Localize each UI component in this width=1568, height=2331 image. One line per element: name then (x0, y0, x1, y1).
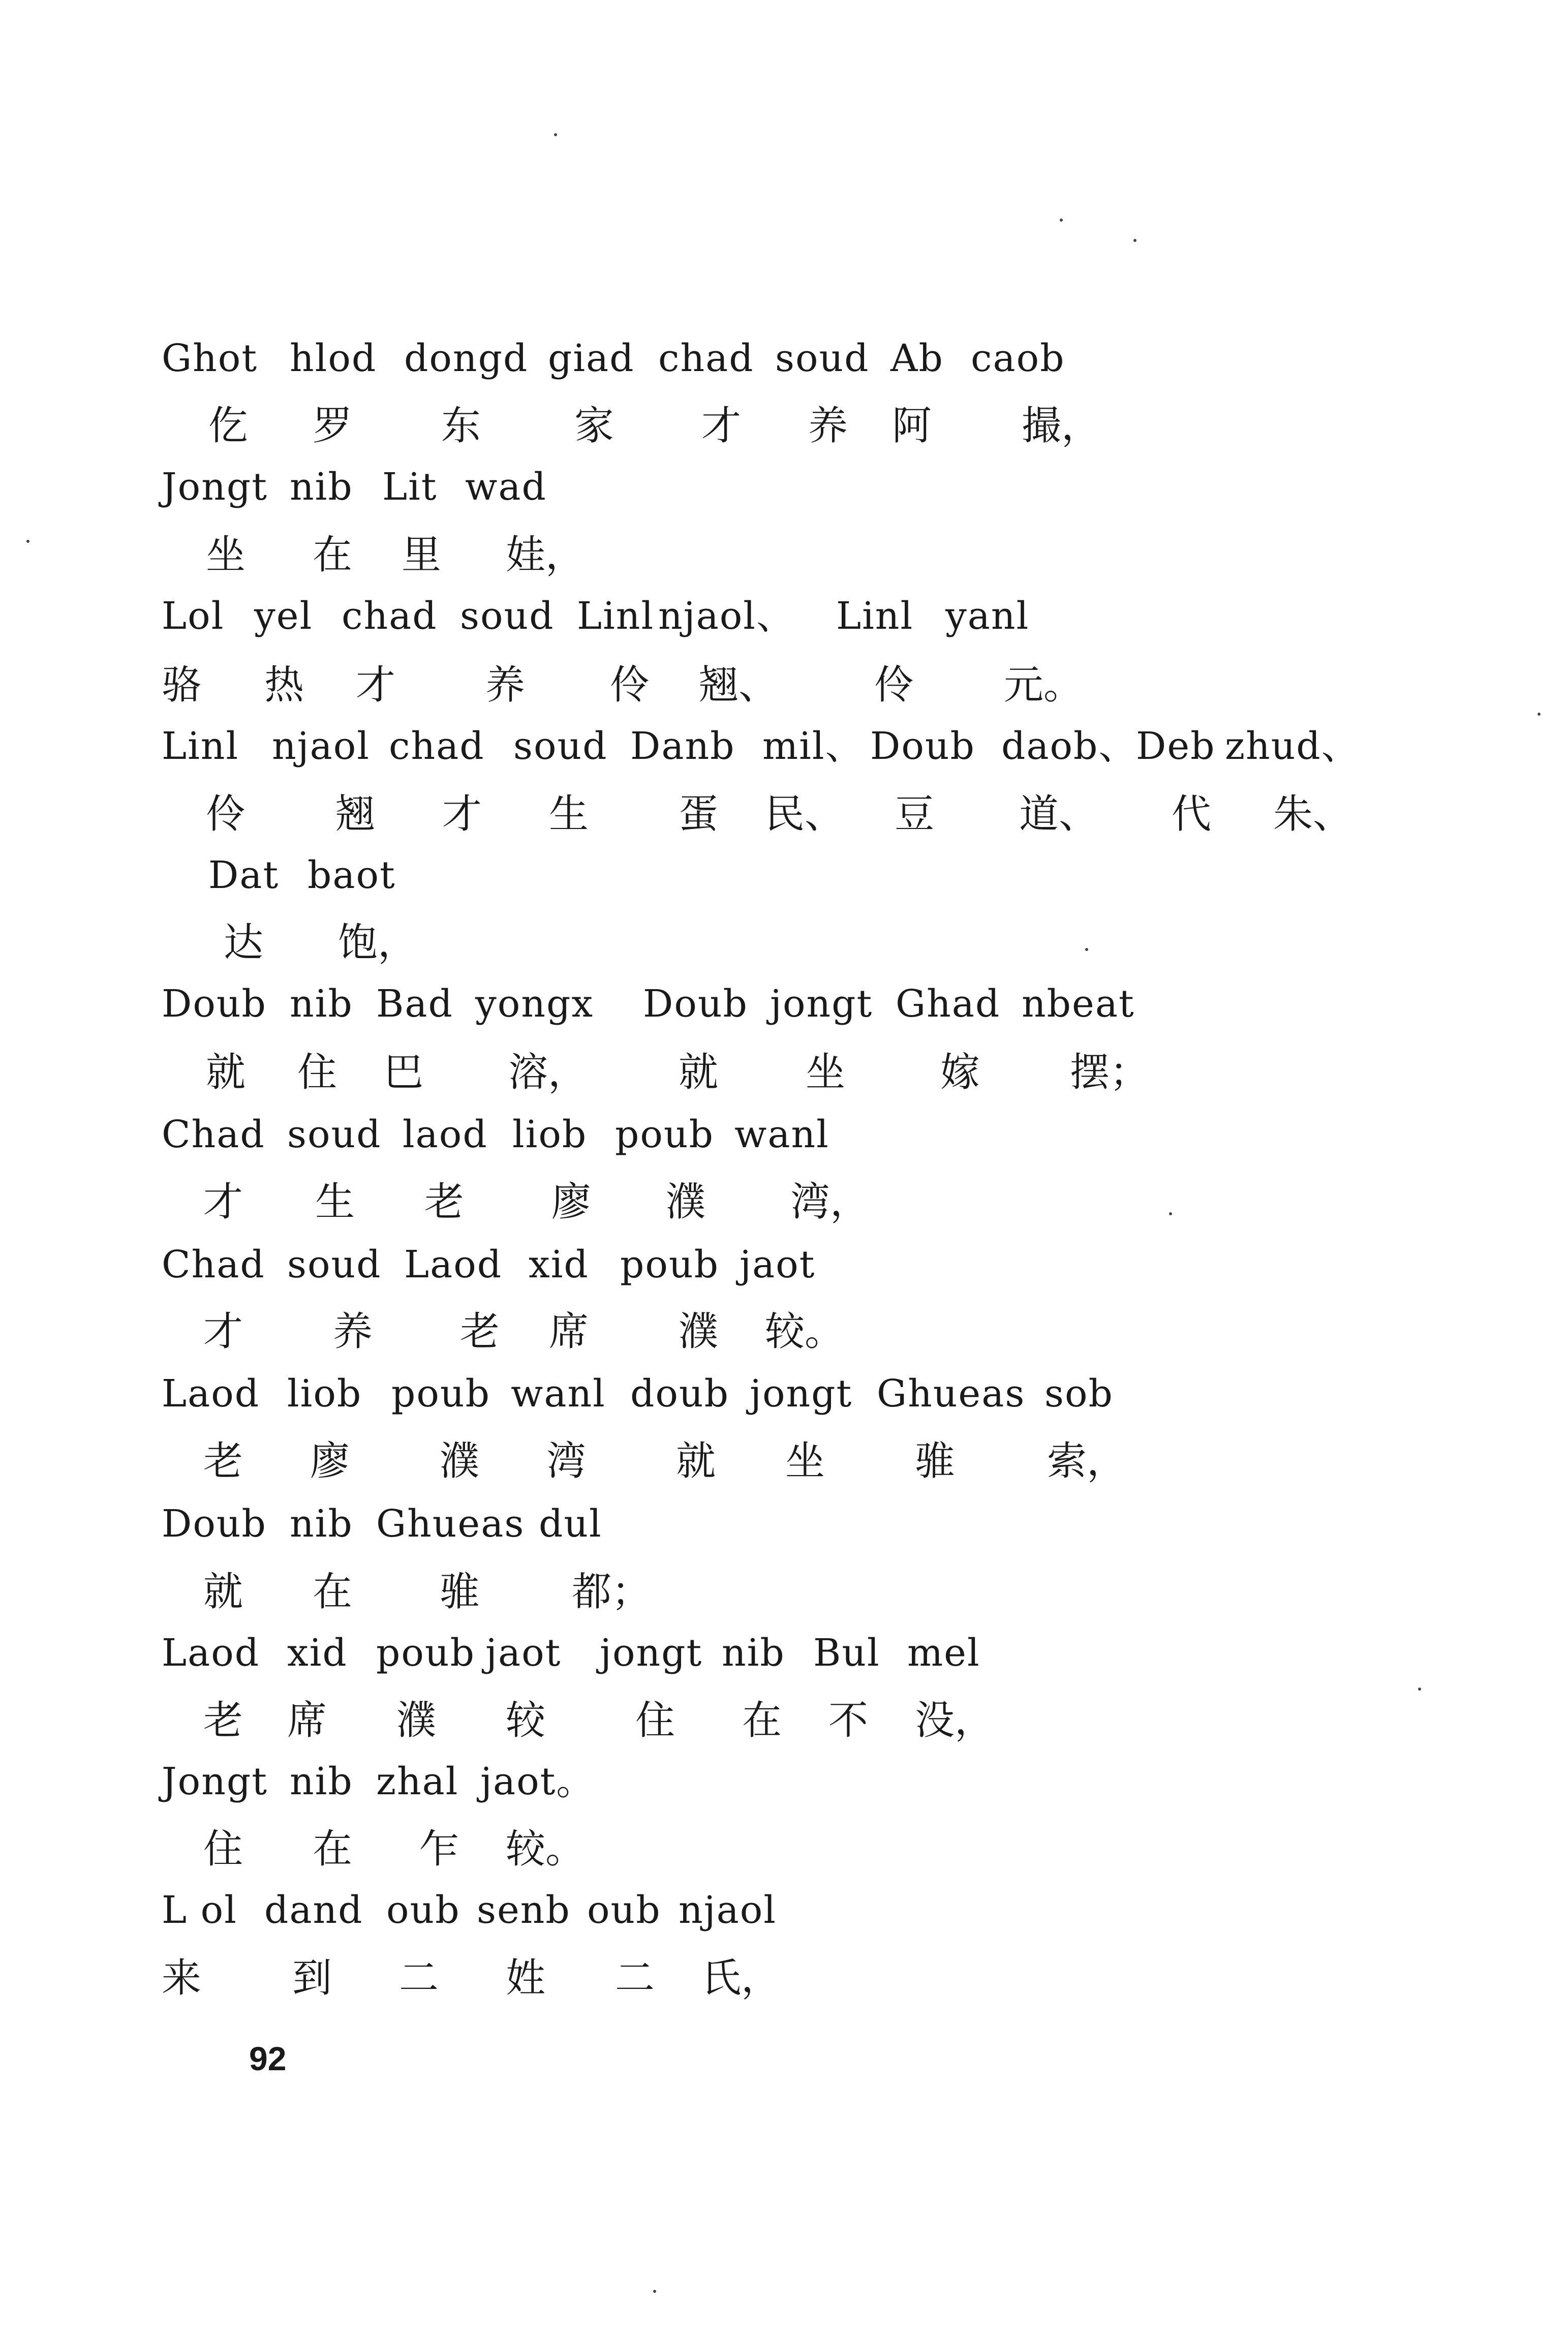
word: jongt (770, 982, 873, 1026)
word: soud (513, 724, 608, 768)
word: 乍 (419, 1826, 459, 1872)
chinese-line (0, 907, 1568, 978)
word: jaot (485, 1631, 562, 1675)
word: 骆 (162, 662, 202, 708)
word: Doub (162, 982, 267, 1026)
romanized-line (0, 1746, 1568, 1817)
romanized-line (0, 323, 1568, 394)
word: 翘 (335, 791, 376, 837)
word: soud (287, 1113, 382, 1156)
word: 坐 (206, 532, 246, 578)
word: 伶 (610, 662, 650, 708)
word: 才 (203, 1309, 243, 1355)
word: 较。 (765, 1309, 845, 1355)
word: senb (477, 1888, 571, 1932)
word: Ghot (162, 336, 258, 380)
word: 在 (742, 1698, 782, 1743)
page-number: 92 (249, 2040, 287, 2077)
word: 湾， (790, 1179, 870, 1225)
word: Deb (1136, 724, 1216, 768)
word: Bad (376, 982, 453, 1026)
word: 道、 (1019, 791, 1099, 837)
word: yel (254, 594, 313, 638)
scan-speck (554, 133, 557, 136)
scan-speck (1133, 239, 1136, 242)
word: 廖 (551, 1179, 592, 1225)
chinese-line (0, 1426, 1568, 1497)
scan-speck (1418, 1688, 1421, 1691)
word: 坐 (806, 1050, 846, 1095)
word: zhal (376, 1760, 459, 1803)
chinese-line (0, 1943, 1568, 2014)
word: 里 (402, 532, 442, 578)
word: 席 (549, 1309, 589, 1355)
word: soud (287, 1243, 382, 1286)
word: 到 (292, 1955, 332, 2001)
word: 伶 (206, 791, 246, 837)
romanized-line (0, 1875, 1568, 1946)
word: Laod (404, 1243, 503, 1286)
word: Bul (813, 1631, 880, 1675)
romanized-line (0, 711, 1568, 782)
word: Jongt (162, 1760, 268, 1803)
word: 氏， (701, 1955, 781, 2001)
word: 仡 (208, 403, 249, 449)
word: 撮， (1022, 403, 1101, 449)
word: poub (615, 1113, 714, 1156)
word: 养 (485, 662, 526, 708)
scan-speck (26, 540, 29, 543)
word: 二 (399, 1955, 439, 2001)
word: 豆 (895, 791, 935, 837)
word: chad (658, 336, 754, 380)
word: 生 (315, 1179, 355, 1225)
word: 才 (701, 403, 742, 449)
romanized-line (0, 1617, 1568, 1689)
word: 姓 (506, 1955, 546, 2001)
word: 民、 (765, 791, 845, 837)
word: nib (722, 1631, 785, 1675)
word: 较 (506, 1698, 546, 1743)
word: 饱， (338, 920, 418, 966)
word: 不 (828, 1698, 869, 1743)
word: Laod (162, 1372, 260, 1416)
word: oub (587, 1888, 661, 1932)
word: 二 (615, 1955, 655, 2001)
word: 索， (1047, 1438, 1127, 1484)
word: 才 (203, 1179, 243, 1225)
word: caob (971, 336, 1065, 380)
word: poub (620, 1243, 719, 1286)
word: Doub (870, 724, 975, 768)
word: 骓 (915, 1438, 955, 1484)
word: 濮 (679, 1309, 719, 1355)
word: Ab (890, 336, 944, 380)
word: yanl (945, 594, 1030, 638)
word: wad (465, 465, 547, 509)
word: 湾 (546, 1438, 587, 1484)
word: 就 (203, 1569, 243, 1615)
word: xid (529, 1243, 589, 1286)
word: laod (403, 1113, 488, 1156)
word: 娃， (506, 532, 586, 578)
word: 就 (676, 1438, 716, 1484)
romanized-line (0, 840, 1568, 911)
word: njaol、 (658, 594, 795, 638)
word: 巴 (384, 1050, 424, 1095)
word: Lit (382, 465, 438, 509)
word: 元。 (1004, 662, 1084, 708)
word: 坐 (785, 1438, 825, 1484)
word: mel (907, 1631, 980, 1675)
word: 老 (203, 1698, 243, 1743)
word: dand (264, 1888, 363, 1932)
romanized-line (0, 968, 1568, 1039)
word: 养 (333, 1309, 373, 1355)
chinese-line (0, 1296, 1568, 1367)
romanized-line (0, 1358, 1568, 1429)
word: mil、 (762, 724, 864, 768)
word: 都； (572, 1569, 652, 1615)
word: 家 (574, 403, 614, 449)
word: 来 (162, 1955, 202, 2001)
romanized-line (0, 1229, 1568, 1300)
word: dul (539, 1502, 602, 1546)
word: Chad (162, 1243, 265, 1286)
chinese-line (0, 779, 1568, 850)
word: 朱、 (1273, 791, 1353, 837)
word: oub (386, 1888, 460, 1932)
chinese-line (0, 650, 1568, 721)
chinese-line (0, 1556, 1568, 1628)
word: 溶， (508, 1050, 588, 1095)
chinese-line (0, 1685, 1568, 1756)
scan-speck (653, 2290, 656, 2293)
word: 在 (313, 1826, 353, 1872)
romanized-line (0, 1099, 1568, 1170)
word: 蛋 (679, 791, 719, 837)
word: baot (308, 853, 396, 897)
chinese-line (0, 1814, 1568, 1885)
word: 阿 (892, 403, 932, 449)
word: 住 (635, 1698, 675, 1743)
word: 热 (264, 662, 304, 708)
word: 生 (549, 791, 589, 837)
word: Ghueas (877, 1372, 1026, 1416)
word: Linl (162, 724, 239, 768)
word: 濮 (666, 1179, 706, 1225)
word: zhud、 (1225, 724, 1360, 768)
word: yongx (475, 982, 594, 1026)
word: liob (512, 1113, 588, 1156)
scan-speck (1060, 219, 1063, 222)
romanized-line (0, 451, 1568, 523)
chinese-line (0, 1167, 1568, 1238)
word: 在 (313, 532, 353, 578)
word: chad (389, 724, 485, 768)
word: 住 (297, 1050, 337, 1095)
word: soud (775, 336, 870, 380)
word: 在 (313, 1569, 353, 1615)
word: 代 (1172, 791, 1212, 837)
word: 老 (424, 1179, 465, 1225)
word: Linl (836, 594, 914, 638)
word: 骓 (440, 1569, 480, 1615)
word: wanl (511, 1372, 606, 1416)
word: 才 (356, 662, 396, 708)
word: Linl (577, 594, 655, 638)
word: njaol (272, 724, 370, 768)
word: nib (290, 1760, 353, 1803)
word: 就 (679, 1050, 719, 1095)
word: Ghad (896, 982, 1001, 1026)
word: Ghueas (376, 1502, 525, 1546)
word: soud (460, 594, 555, 638)
word: 才 (442, 791, 482, 837)
word: jongt (750, 1372, 853, 1416)
word: Doub (643, 982, 748, 1026)
word: Laod (162, 1631, 260, 1675)
word: Chad (162, 1113, 265, 1156)
word: poub (391, 1372, 490, 1416)
word: jaot。 (480, 1760, 595, 1803)
word: dongd (404, 336, 529, 380)
word: wanl (734, 1113, 829, 1156)
chinese-line (0, 519, 1568, 591)
scan-speck (1169, 1212, 1172, 1215)
word: liob (287, 1372, 362, 1416)
chinese-line (0, 1037, 1568, 1108)
scan-speck (1085, 948, 1088, 951)
word: daob、 (1001, 724, 1137, 768)
word: Lol (162, 594, 225, 638)
word: njaol (679, 1888, 777, 1932)
word: Jongt (162, 465, 268, 509)
romanized-line (0, 1488, 1568, 1559)
word: nib (290, 982, 353, 1026)
word: sob (1044, 1372, 1114, 1416)
word: 老 (203, 1438, 243, 1484)
romanized-line (0, 580, 1568, 652)
scan-speck (1538, 713, 1541, 716)
word: chad (342, 594, 438, 638)
word: 伶 (874, 662, 914, 708)
word: Dat (208, 853, 280, 897)
word: poub (376, 1631, 475, 1675)
word: L ol (162, 1888, 237, 1932)
word: 嫁 (940, 1050, 980, 1095)
word: 养 (808, 403, 848, 449)
word: xid (287, 1631, 348, 1675)
word: 廖 (310, 1438, 350, 1484)
word: 就 (206, 1050, 246, 1095)
word: Doub (162, 1502, 267, 1546)
word: jaot (740, 1243, 816, 1286)
word: jongt (600, 1631, 703, 1675)
word: nbeat (1022, 982, 1135, 1026)
word: 濮 (396, 1698, 437, 1743)
word: giad (548, 336, 635, 380)
chinese-line (0, 390, 1568, 462)
word: 翘、 (699, 662, 779, 708)
word: 较。 (506, 1826, 586, 1872)
word: 罗 (313, 403, 353, 449)
word: Danb (630, 724, 735, 768)
word: nib (290, 1502, 353, 1546)
word: doub (630, 1372, 729, 1416)
word: 席 (287, 1698, 327, 1743)
word: 东 (441, 403, 481, 449)
word: 没， (915, 1698, 995, 1743)
word: 达 (224, 920, 264, 966)
word: 住 (203, 1826, 243, 1872)
word: hlod (290, 336, 377, 380)
word: 濮 (440, 1438, 480, 1484)
word: 摆； (1070, 1050, 1150, 1095)
word: nib (290, 465, 353, 509)
word: 老 (460, 1309, 500, 1355)
